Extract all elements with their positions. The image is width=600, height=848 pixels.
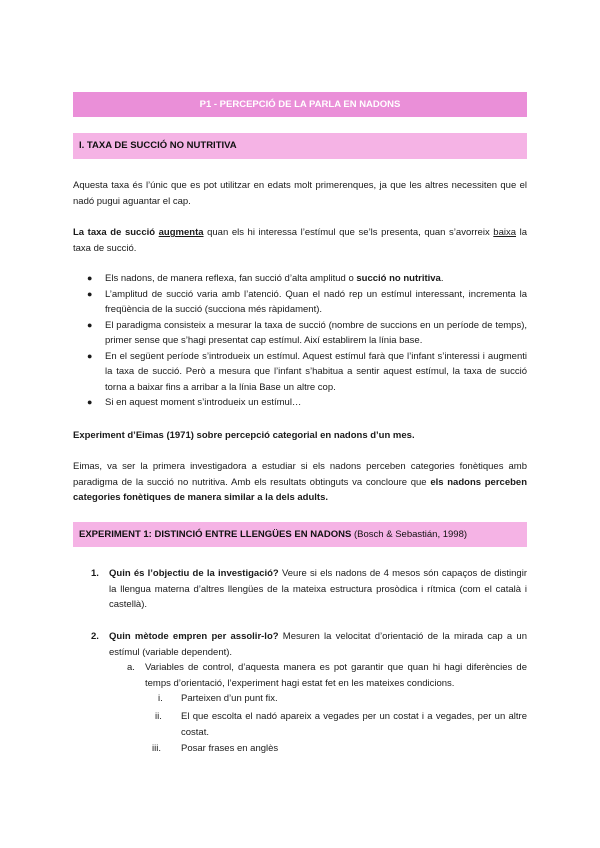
- experiment1-ref: (Bosch & Sebastián, 1998): [351, 529, 468, 540]
- list-item: ● En el següent període s’introdueix un estímul. Aquest estímul farà que l’infant s’interessi i augmenti la taxa de succió. Però a mesura que l’infant s’habitua a sentir aquest estímul, la taxa de succió torna a baixar fins a arribar a la línia Base un altre cop.: [87, 350, 527, 393]
- taxa-text-2: la taxa de succió.: [73, 227, 527, 254]
- taxa-baixa: baixa: [493, 227, 517, 238]
- taxa-augmenta: augmenta: [158, 227, 204, 238]
- eimas-heading: Experiment d’Eimas (1971) sobre percepció categorial en nadons d’un mes.: [73, 430, 415, 441]
- eimas-conclusion: els nadons perceben categories fonètiques de manera similar a la dels adults.: [73, 476, 527, 503]
- roman-item-1: Parteixen d’un punt fix.: [181, 693, 278, 704]
- bullet-icon: ●: [87, 350, 93, 361]
- bullet-icon: ●: [87, 319, 93, 330]
- q2-answer: Mesuren la velocitat d’orientació de la mirada cap a un estímul (variable dependent).: [109, 631, 527, 658]
- list-item: ● Els nadons, de manera reflexa, fan succió d’alta amplitud o succió no nutritiva.: [73, 271, 527, 287]
- taxa-paragraph: [73, 225, 527, 256]
- experiment1-title: EXPERIMENT 1: DISTINCIÓ ENTRE LLENGÜES EN NADONS: [79, 529, 352, 540]
- eimas-paragraph: [73, 459, 527, 506]
- bullet-icon: ●: [87, 273, 93, 283]
- list-item: ● El paradigma consisteix a mesurar la taxa de succió (nombre de succions en un període de temps), primer sense que s’hagi presentat cap estímul. Així establirem la línia base.: [87, 319, 527, 346]
- page-title: P1 - PERCEPCIÓ DE LA PARLA EN NADONS: [73, 92, 527, 117]
- list-item: ● L’amplitud de succió varia amb l’atenció. Quan el nadó rep un estímul interessant, incrementa la freqüència de la succió (succiona més ràpidament).: [87, 288, 527, 315]
- taxa-bold: La taxa de succió: [73, 227, 156, 238]
- q2-paragraph: [109, 629, 527, 660]
- q1-paragraph: [109, 566, 527, 613]
- bullet-icon: ●: [87, 397, 93, 407]
- q2-number: 2.: [91, 631, 99, 642]
- bullet-list: [73, 271, 527, 411]
- intro-paragraph: Aquesta taxa és l’únic que es pot utilitzar en edats molt primerenques, ja que les altres necessiten que el nadó pugui aguantar el cap.: [73, 180, 527, 207]
- roman-item-3: Posar frases en anglès: [181, 743, 279, 754]
- q1-number: 1.: [91, 568, 99, 579]
- roman-marker-2: ii.: [155, 711, 162, 722]
- q2-question: Quin mètode empren per assolir-lo?: [109, 631, 279, 642]
- roman-marker-1: i.: [158, 693, 163, 704]
- experiment1-heading: [73, 522, 527, 547]
- taxa-text-1: quan els hi interessa l’estímul que se’ls presenta, quan s’avorreix: [203, 227, 494, 238]
- roman-marker-3: iii.: [152, 743, 161, 754]
- roman-item-2: El que escolta el nadó apareix a vegades per un costat i a vegades, per un altre costat.: [181, 711, 527, 738]
- q2a-text: Variables de control, d’aquesta manera es pot garantir que quan hi hagi diferències de temps d’orientació, l’experiment hagi estat fet en les mateixes condicions.: [145, 662, 527, 689]
- bullet-icon: ●: [87, 288, 93, 299]
- q2a-marker: a.: [127, 662, 135, 673]
- section-heading-taxa: I. TAXA DE SUCCIÓ NO NUTRITIVA: [73, 133, 527, 159]
- q1-answer: Veure si els nadons de 4 mesos són capaços de distingir la llengua materna d’altres llengües de la mateixa estructura prosòdica i rítmica (com el català i castellà).: [109, 568, 527, 610]
- q1-question: Quin és l’objectiu de la investigació?: [109, 568, 279, 579]
- eimas-text: Eimas, va ser la primera investigadora a estudiar si els nadons perceben categories fonètiques amb paradigma de la succió no nutritiva. Amb els resultats obtinguts va concloure que: [73, 461, 527, 488]
- list-item: ● Si en aquest moment s’introdueix un estímul…: [73, 395, 527, 411]
